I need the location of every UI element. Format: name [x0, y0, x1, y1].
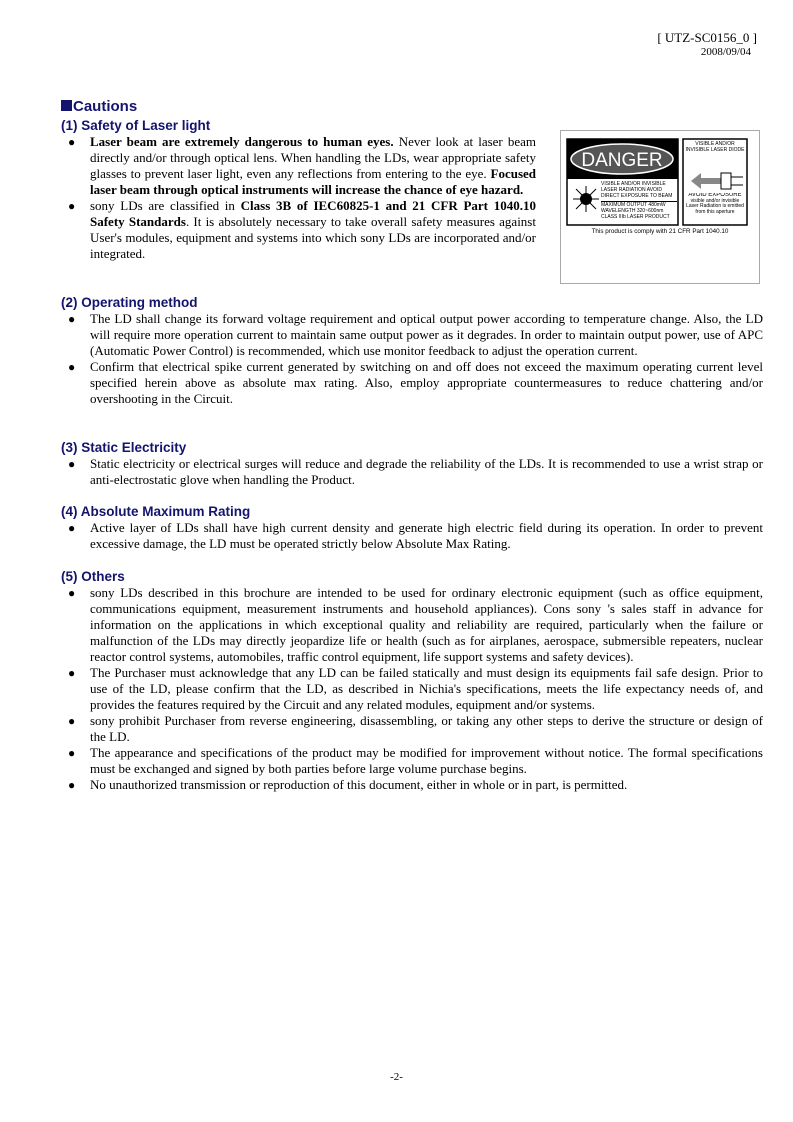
bold-text: Class 3B of IEC60825-1 and 21 CFR Part 1040.10 Safety Standards: [90, 198, 536, 229]
bullet-list: [66, 585, 763, 793]
list-item: [66, 745, 763, 777]
square-bullet-icon: [61, 100, 72, 111]
arrow-icon: [691, 173, 721, 189]
text: The appearance and specifications of the product may be modified for improvement without notice. The formal specifications must be exchanged and signed by both parties before large volume purchase begins.: [90, 745, 763, 776]
bullet-icon: ●: [68, 135, 76, 149]
bullet-icon: ●: [68, 360, 76, 374]
list-item: [66, 713, 763, 745]
label-right-top: VISIBLE AND/OR INVISIBLE LASER DIODE: [685, 141, 745, 153]
text: sony LDs are classified in: [90, 198, 241, 213]
doc-date: 2008/09/04: [700, 46, 751, 58]
bullet-icon: ●: [68, 746, 76, 760]
bullet-icon: ●: [68, 778, 76, 792]
bullet-icon: ●: [68, 666, 76, 680]
text: sony prohibit Purchaser from reverse engineering, disassembling, or taking any other steps to derive the structure or design of the LD.: [90, 713, 763, 744]
label-avoid: AVOID EXPOSURE: [688, 193, 742, 198]
text: The Purchaser must acknowledge that any LD can be failed statically and must design its equipments fail safe design. Prior to use of the LD, please confirm that the LD, as described in Nichia's specifications, meets the life expectancy needs of, and provides the features required by the Circuit and any related modules, equipment and/or systems.: [90, 665, 763, 712]
list-item: [66, 585, 763, 665]
section-heading: (5) Others: [61, 569, 125, 584]
bullet-icon: ●: [68, 199, 76, 213]
bullet-icon: ●: [68, 457, 76, 471]
bullet-list: [66, 134, 536, 262]
bullet-icon: ●: [68, 714, 76, 728]
bold-text: Focused laser beam through optical instruments will increase the chance of eye hazard.: [90, 166, 536, 197]
text: Active layer of LDs shall have high current density and generate high electric field during its operation. In order to prevent excessive damage, the LD must be operated strictly below Absolute Max Rating.: [90, 520, 763, 551]
list-item: [66, 198, 536, 262]
bullet-list: [66, 456, 763, 488]
doc-id: [ UTZ-SC0156_0 ]: [657, 30, 757, 45]
label-right-bottom: visible and/or invisible Laser Radiation is emitted from this aperture: [686, 197, 744, 215]
list-item: [66, 311, 763, 359]
danger-text: DANGER: [581, 150, 663, 171]
bullet-list: [66, 311, 763, 407]
section-heading: (4) Absolute Maximum Rating: [61, 504, 251, 519]
bold-text: Laser beam are extremely dangerous to human eyes.: [90, 134, 394, 149]
list-item: [66, 456, 763, 488]
bullet-icon: ●: [68, 312, 76, 326]
text: The LD shall change its forward voltage requirement and optical output power according to temperature change. Also, the LD will require more operation current to maintain same output power as it degrades. In order to maintain output power, use of APC (Automatic Power Control) is recommended, which use monitor feedback to adjust the operation current.: [90, 311, 763, 358]
text: No unauthorized transmission or reproduction of this document, either in whole or in part, is permitted.: [90, 777, 628, 792]
label-text-1: VISIBLE AND/OR INVISIBLE LASER RADIATION AVOID DIRECT EXPOSURE TO BEAM: [601, 181, 673, 199]
list-item: [66, 359, 763, 407]
text: Never look at laser beam directly and/or through optical lens. When handling the LDs, wear appropriate safety glasses to prevent laser light, even any reflections from entering to the eye.: [90, 134, 536, 181]
bullet-list: [66, 520, 763, 552]
title-text: Cautions: [73, 98, 138, 115]
label-text-2: MAXIMUM OUTPUT 480mW WAVELENGTH 320~600nm CLASS IIIb LASER PRODUCT: [601, 201, 677, 220]
bullet-icon: ●: [68, 586, 76, 600]
page-number: -2-: [390, 1071, 403, 1083]
section-heading: (1) Safety of Laser light: [61, 118, 211, 133]
list-item: [66, 665, 763, 713]
laser-warning-label: [560, 130, 760, 284]
laser-starburst-icon: [580, 193, 592, 205]
section-heading: (3) Static Electricity: [61, 440, 187, 455]
text: sony LDs described in this brochure are intended to be used for ordinary electronic equipment (such as office equipment, communications equipment, measurement instruments and household appliances). Cons sony 's sales staff in advance for information on the applications in which exceptional quality and reliability are required, particularly when the failure or malfunction of the LDs may directly jeopardize life or health (such as for airplanes, aerospace, submersible repeaters, nuclear reactor control systems, automobiles, traffic control equipment, life support systems and safety devices).: [90, 585, 763, 664]
list-item: [66, 520, 763, 552]
section-heading: (2) Operating method: [61, 295, 198, 310]
text: Static electricity or electrical surges will reduce and degrade the reliability of the LDs. It is recommended to use a wrist strap or anti-electrostatic glove when handling the Product.: [90, 456, 763, 487]
list-item: [66, 134, 536, 198]
bullet-icon: ●: [68, 521, 76, 535]
text: Confirm that electrical spike current generated by switching on and off does not exceed the maximum operating current level specified herein above as absolute max rating. Also, employ appropriate countermeasures to reduce chattering and/or overshooting in the Circuit.: [90, 359, 763, 406]
cautions-title: [61, 98, 137, 115]
text: . It is absolutely necessary to take overall safety measures against User's modules, equipment and systems into which sony LDs are incorporated and/or integrated.: [90, 214, 536, 261]
list-item: [66, 777, 763, 793]
label-caption: This product is comply with 21 CFR Part 1040.10: [591, 228, 729, 235]
